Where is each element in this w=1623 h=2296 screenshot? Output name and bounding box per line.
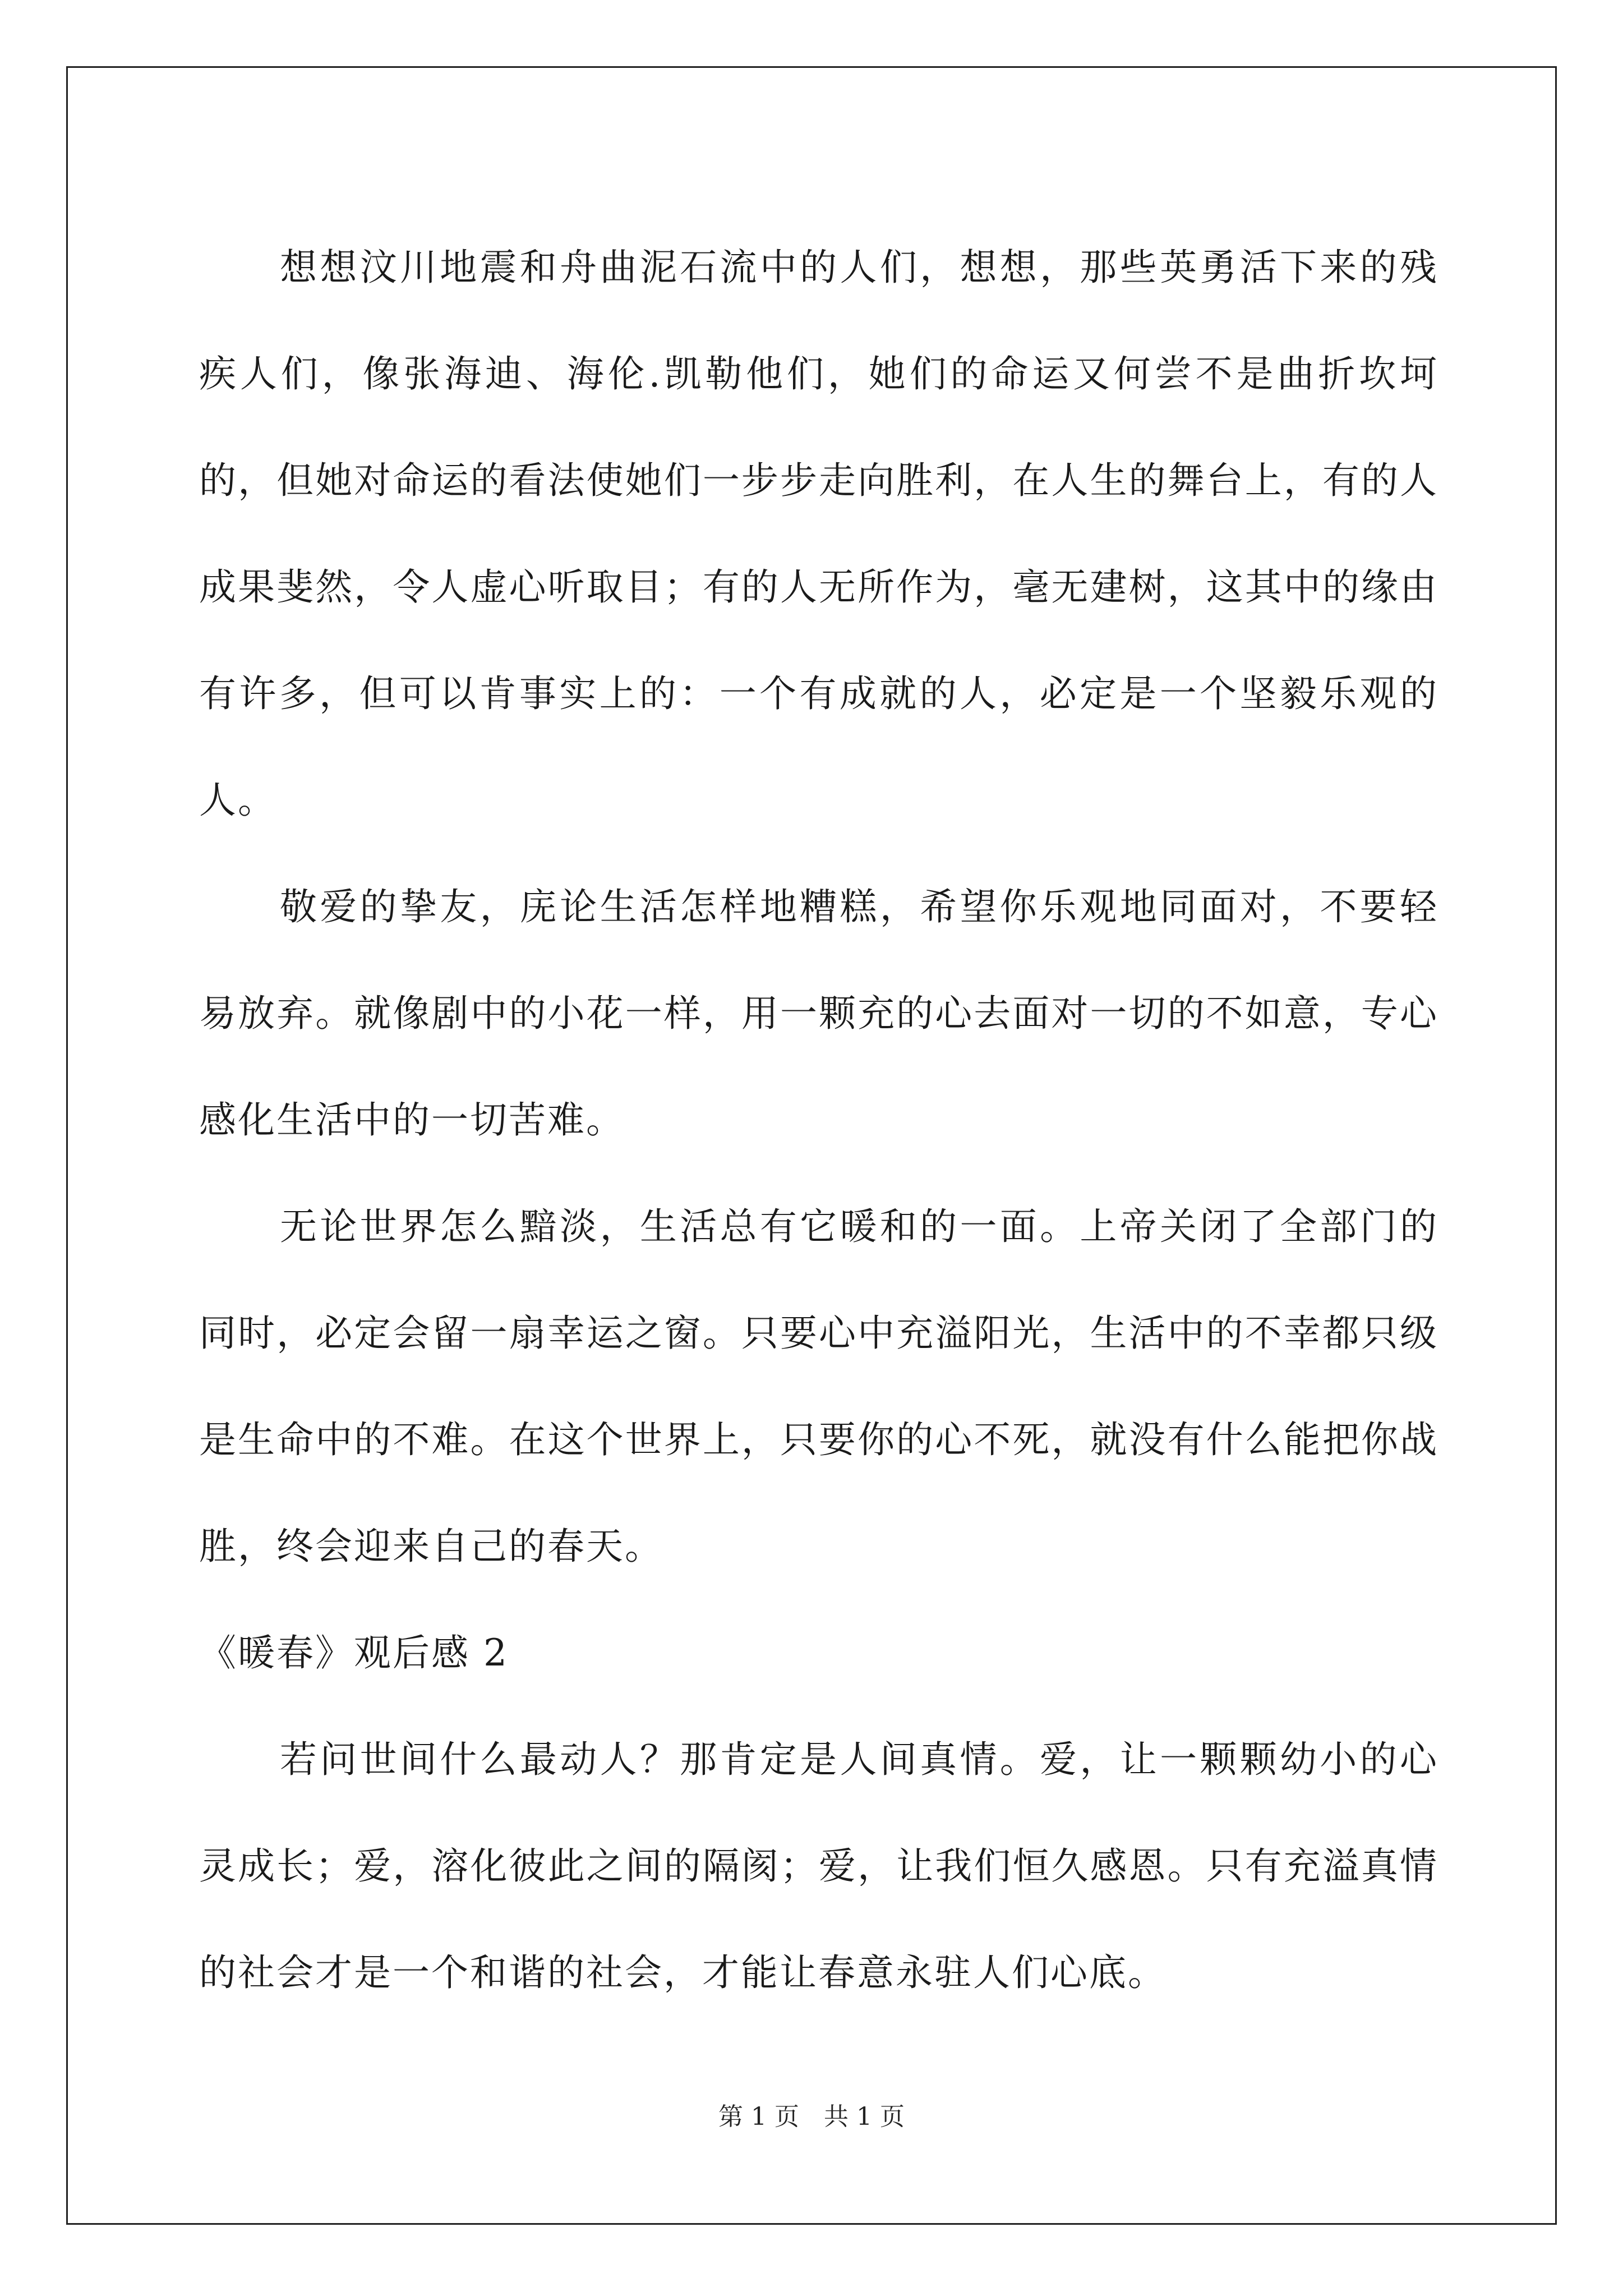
page-footer: 第 1 页 共 1 页 — [718, 2102, 905, 2131]
paragraph-1: 想想汶川地震和舟曲泥石流中的人们，想想，那些英勇活下来的残疾人们，像张海迪、海伦.凯勒他们，她们的命运又何尝不是曲折坎坷的，但她对命运的看法使她们一步步走向胜利，在人生的舞台上，有的人成果斐然，令人虚心听取目；有的人无所作为，毫无建树，这其中的缘由有许多，但可以肯事实上的：一个有成就的人，必定是一个坚毅乐观的人。 — [199, 246, 1438, 822]
paragraph-3: 无论世界怎么黯淡，生活总有它暖和的一面。上帝关闭了全部门的同时，必定会留一扇幸运之窗。只要心中充溢阳光，生活中的不幸都只级是生命中的不难。在这个世界上，只要你的心不死，就没有什么能把你战胜，终会迎来自己的春天。 — [199, 1205, 1438, 1568]
paragraph-2: 敬爱的挚友，庑论生活怎样地糟糕，希望你乐观地同面对，不要轻易放弃。就像剧中的小花一样，用一颗充的心去面对一切的不如意，专心感化生活中的一切苦难。 — [199, 885, 1438, 1142]
section-heading: 《暖春》观后感 2 — [199, 1631, 509, 1674]
paragraph-4: 若问世间什么最动人？那肯定是人间真情。爱，让一颗颗幼小的心灵成长；爱，溶化彼此之间的隔阂；爱，让我们恒久感恩。只有充溢真情的社会才是一个和谐的社会，才能让春意永驻人们心底。 — [199, 1738, 1438, 1994]
document-body — [199, 214, 1438, 2026]
